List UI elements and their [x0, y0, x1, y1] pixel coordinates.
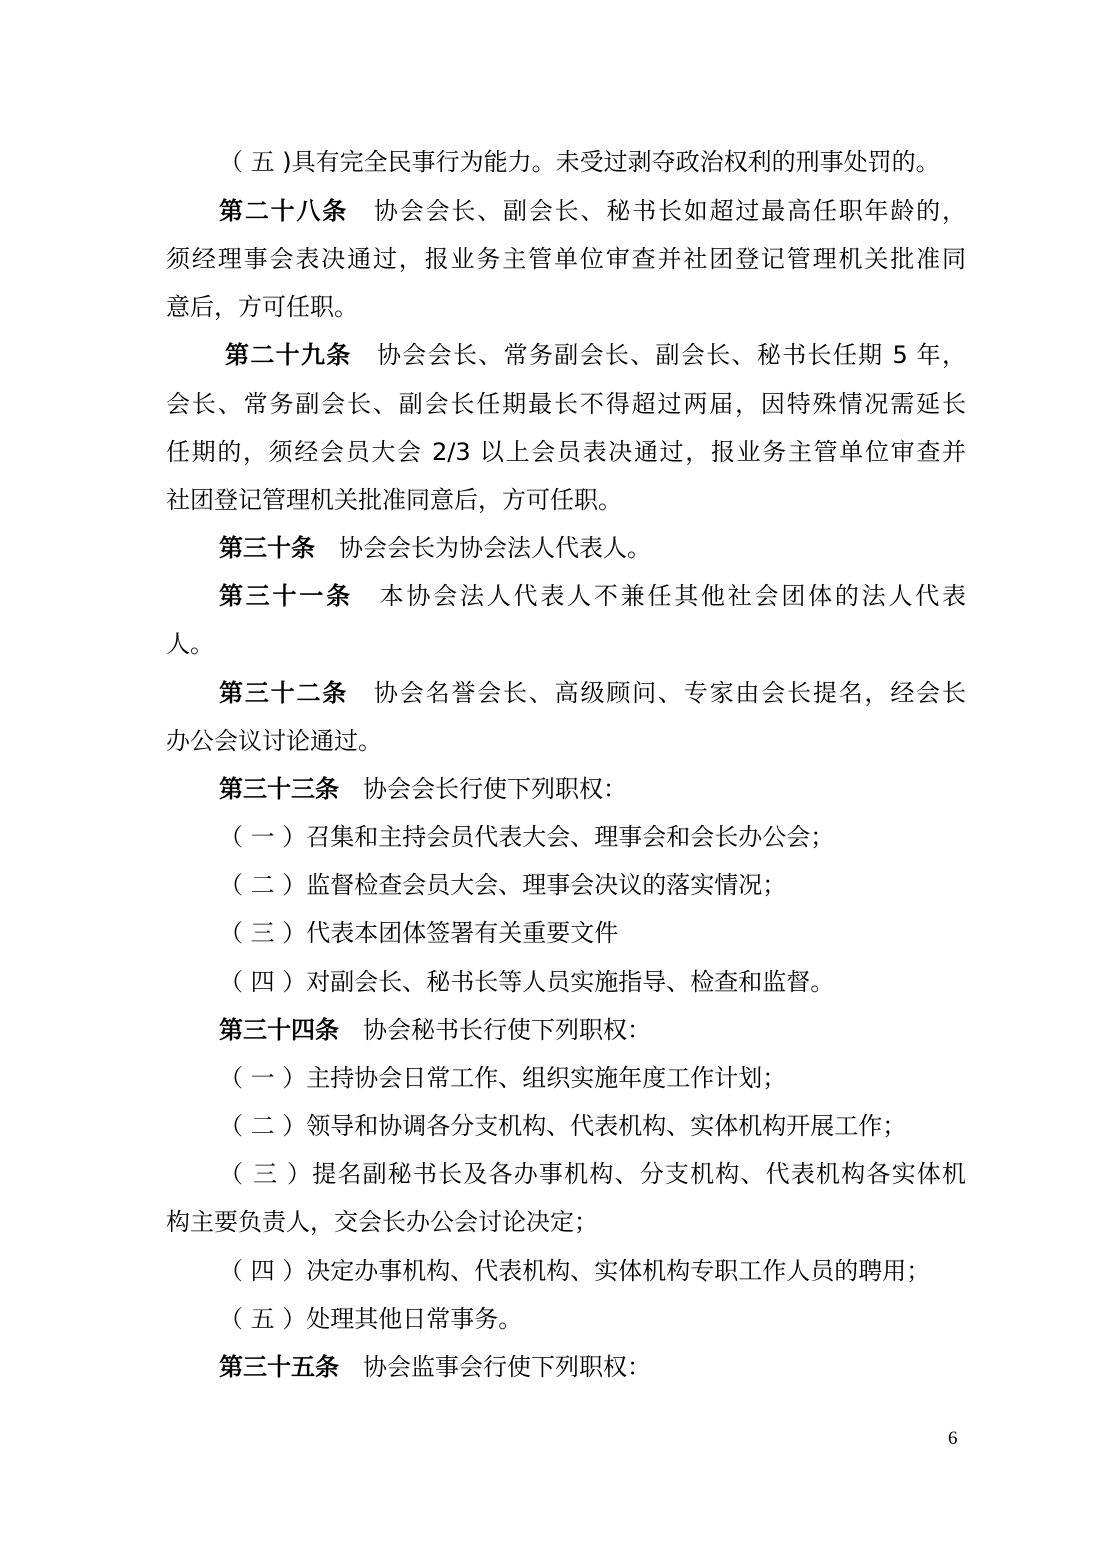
article-heading: 第三十四条: [219, 1016, 339, 1044]
page-number: 6: [948, 1428, 958, 1449]
text-line: 人。: [166, 630, 214, 658]
article-heading: 第三十条: [219, 534, 315, 562]
article-heading: 第二十九条: [225, 341, 352, 369]
text-line: （ 五 )具有完全民事行为能力。未受过剥夺政治权利的刑事处罚的。: [219, 148, 940, 176]
article-heading: 第三十三条: [219, 775, 339, 803]
text-line: 社团登记管理机关批准同意后，方可任职。: [166, 486, 622, 514]
list-item: （ 二 ）领导和协调各分支机构、代表机构、实体机构开展工作；: [219, 1112, 907, 1140]
list-item: （ 一 ）召集和主持会员代表大会、理事会和会长办公会；: [219, 823, 835, 851]
text-line: 任期的，须经会员大会 2/3 以上会员表决通过，报业务主管单位审查并: [166, 438, 966, 466]
article-heading: 第三十一条: [219, 582, 353, 610]
text-line: 构主要负责人，交会长办公会讨论决定；: [166, 1208, 598, 1236]
article-33-line: 第三十三条 协会会长行使下列职权：: [219, 775, 627, 803]
text-line: 办公会议讨论通过。: [166, 727, 382, 755]
list-item: （ 四 ）对副会长、秘书长等人员实施指导、检查和监督。: [219, 968, 835, 996]
list-item: （ 三 ）提名副秘书长及各办事机构、分支机构、代表机构各实体机: [219, 1160, 966, 1188]
article-30-line: 第三十条 协会会长为协会法人代表人。: [219, 534, 651, 562]
article-35-line: 第三十五条 协会监事会行使下列职权：: [219, 1353, 651, 1381]
article-34-line: 第三十四条 协会秘书长行使下列职权：: [219, 1016, 651, 1044]
list-item: （ 五 ）处理其他日常事务。: [219, 1305, 523, 1333]
text-line: 须经理事会表决通过，报业务主管单位审查并社团登记管理机关批准同: [166, 245, 966, 273]
list-item: （ 四 ）决定办事机构、代表机构、实体机构专职工作人员的聘用；: [219, 1257, 931, 1285]
text-line: 意后，方可任职。: [166, 293, 358, 321]
article-heading: 第三十二条: [219, 679, 349, 707]
text-line: 会长、常务副会长、副会长任期最长不得超过两届，因特殊情况需延长: [166, 390, 966, 418]
list-item: （ 二 ）监督检查会员大会、理事会决议的落实情况；: [219, 871, 787, 899]
article-28-line: 第二十八条 协会会长、副会长、秘书长如超过最高任职年龄的，: [219, 197, 966, 225]
article-heading: 第二十八条: [219, 197, 349, 225]
article-heading: 第三十五条: [219, 1353, 339, 1381]
article-31-line: 第三十一条 本协会法人代表人不兼任其他社会团体的法人代表: [219, 582, 966, 610]
list-item: （ 三 ）代表本团体签署有关重要文件: [219, 919, 619, 947]
list-item: （ 一 ）主持协会日常工作、组织实施年度工作计划；: [219, 1064, 787, 1092]
article-29-line: 第二十九条 协会会长、常务副会长、副会长、秘书长任期 5 年，: [225, 341, 966, 369]
article-32-line: 第三十二条 协会名誉会长、高级顾问、专家由会长提名，经会长: [219, 679, 966, 707]
